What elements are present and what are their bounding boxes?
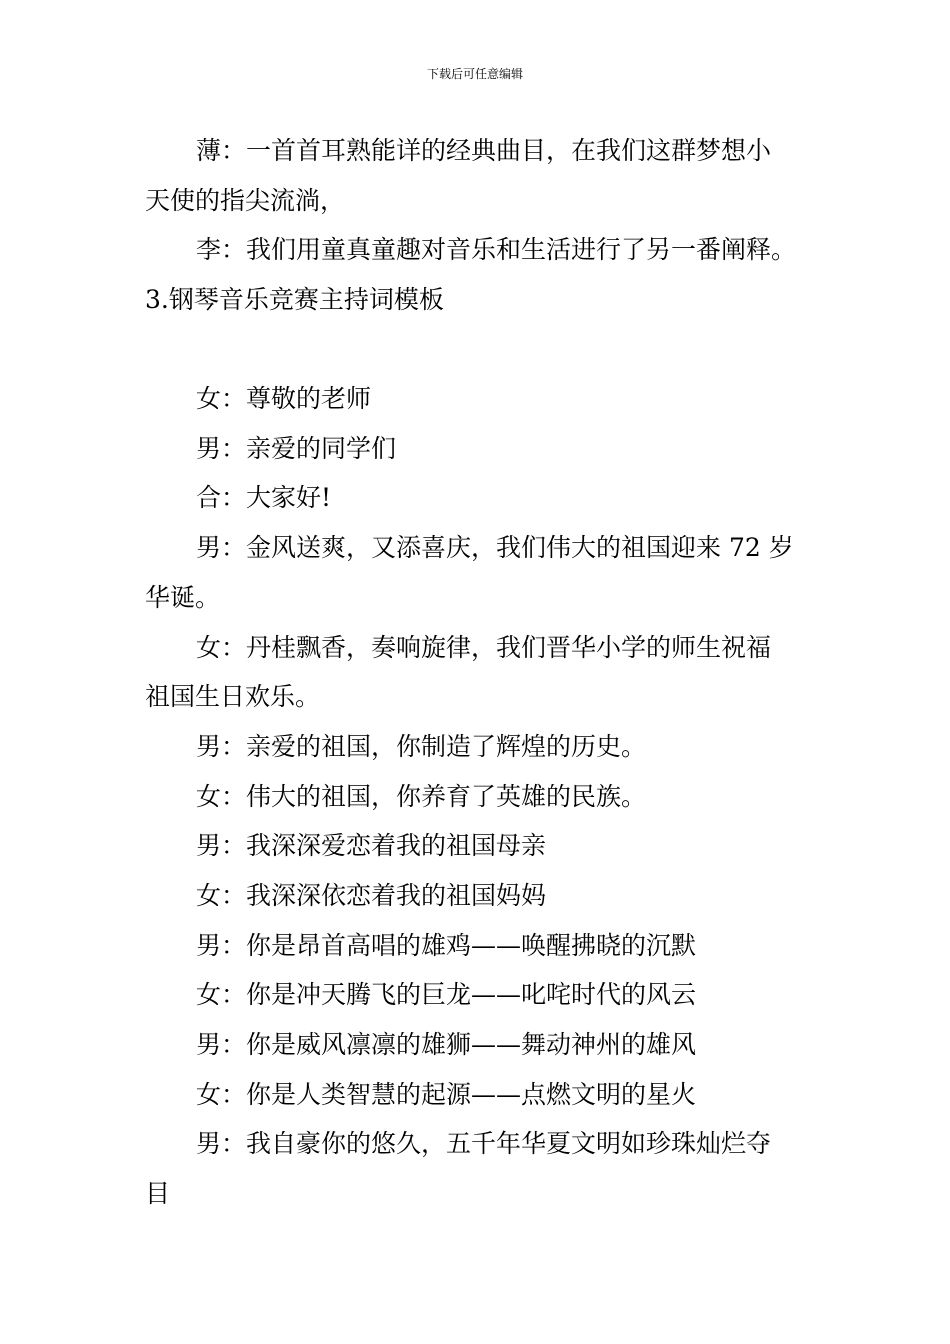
dialogue-line: 男：你是昂首高唱的雄鸡——唤醒拂晓的沉默 (196, 931, 697, 960)
dialogue-line: 男：我自豪你的悠久，五千年华夏文明如珍珠灿烂夺 (196, 1129, 772, 1158)
section-heading: 3.钢琴音乐竞赛主持词模板 (145, 285, 444, 314)
dialogue-line: 男：你是威风凛凛的雄狮——舞动神州的雄风 (196, 1030, 697, 1059)
dialogue-line: 女：伟大的祖国，你养育了英雄的民族。 (196, 782, 647, 811)
dialogue-line: 女：你是冲天腾飞的巨龙——叱咤时代的风云 (196, 980, 697, 1009)
dialogue-line: 男：亲爱的同学们 (196, 434, 397, 463)
dialogue-line: 女：尊敬的老师 (196, 384, 372, 413)
dialogue-line: 女：我深深依恋着我的祖国妈妈 (196, 881, 547, 910)
dialogue-line: 女：丹桂飘香，奏响旋律，我们晋华小学的师生祝福 (196, 633, 772, 662)
dialogue-line: 目 (145, 1179, 171, 1208)
paragraph-line: 天使的指尖流淌， (145, 186, 346, 215)
dialogue-line: 女：你是人类智慧的起源——点燃文明的星火 (196, 1080, 697, 1109)
dialogue-line: 祖国生日欢乐。 (145, 682, 321, 711)
dialogue-line: 合：大家好! (196, 483, 332, 512)
page-header: 下载后可任意编辑 (426, 67, 523, 81)
paragraph-line: 薄：一首首耳熟能详的经典曲目，在我们这群梦想小 (196, 136, 772, 165)
dialogue-line: 男：亲爱的祖国，你制造了辉煌的历史。 (196, 732, 647, 761)
dialogue-line: 男：我深深爱恋着我的祖国母亲 (196, 831, 547, 860)
dialogue-line: 男：金风送爽，又添喜庆，我们伟大的祖国迎来 72 岁 (196, 533, 794, 562)
dialogue-line: 华诞。 (145, 583, 221, 612)
paragraph-line: 李：我们用童真童趣对音乐和生活进行了另一番阐释。 (196, 235, 797, 264)
